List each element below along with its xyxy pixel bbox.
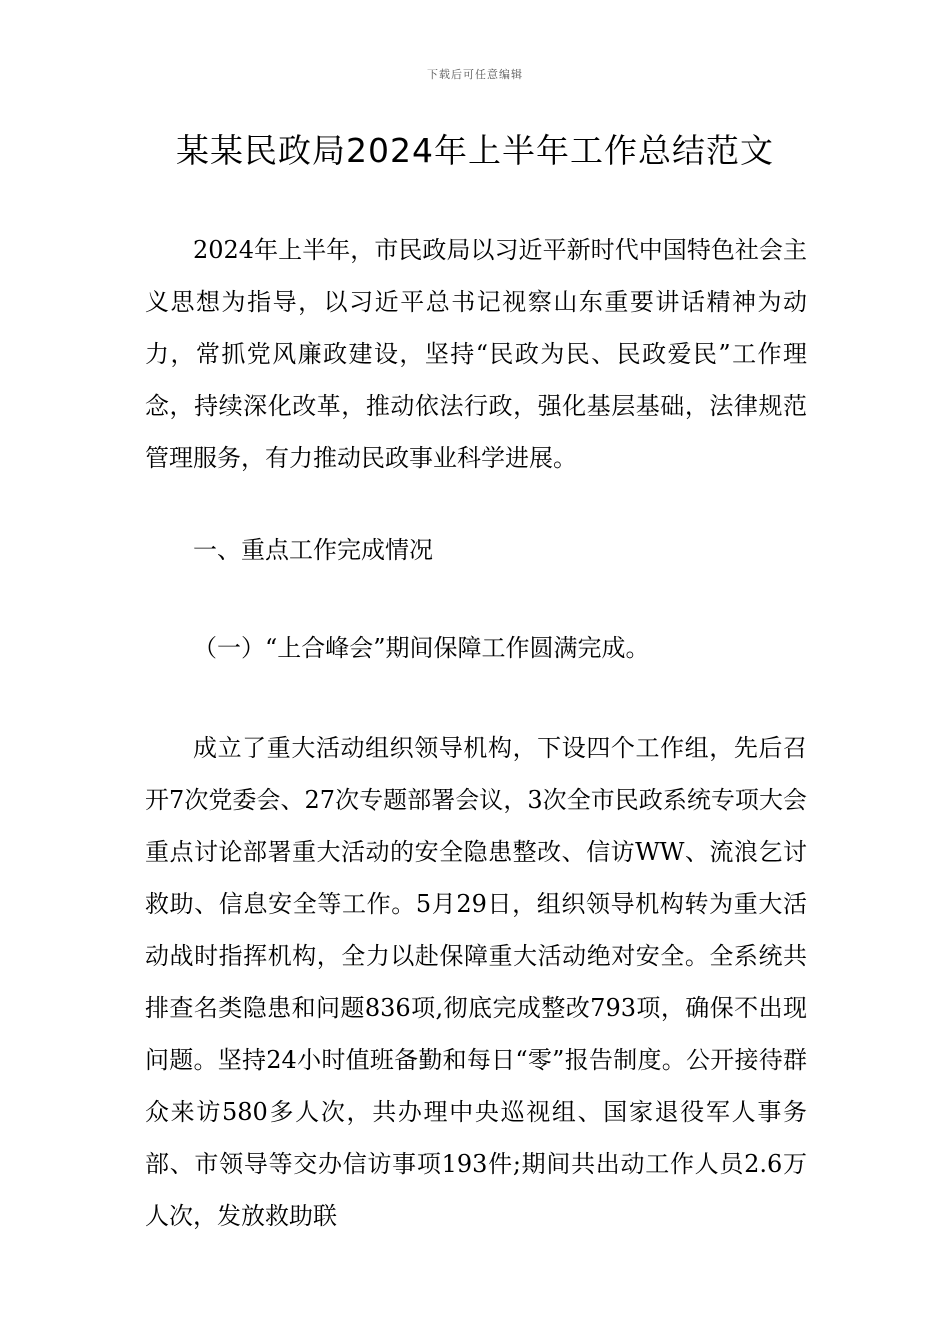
body-paragraph: 成立了重大活动组织领导机构，下设四个工作组，先后召开7次党委会、27次专题部署会议，3次全市民政系统专项大会重点讨论部署重大活动的安全隐患整改、信访WW、流浪乞讨救助、信息安全等工作。5月29日，组织领导机构转为重大活动战时指挥机构，全力以赴保障重大活动绝对安全。全系统共排查名类隐患和问题836项,彻底完成整改793项，确保不出现问题。坚持24小时值班备勤和每日“零”报告制度。公开接待群众来访580多人次，共办理中央巡视组、国家退役军人事务部、市领导等交办信访事项193件;期间共出动工作人员2.6万人次，发放救助联 [145, 734, 807, 1230]
subsection-heading: （一）“上合峰会”期间保障工作圆满完成。 [193, 634, 650, 662]
document-title: 某某民政局2024年上半年工作总结范文 [176, 131, 774, 170]
intro-paragraph: 2024年上半年，市民政局以习近平新时代中国特色社会主义思想为指导，以习近平总书记视察山东重要讲话精神为动力，常抓党风廉政建设，坚持“民政为民、民政爱民”工作理念，持续深化改革，推动依法行政，强化基层基础，法律规范管理服务，有力推动民政事业科学进展。 [145, 236, 807, 472]
section-heading: 一、重点工作完成情况 [193, 536, 433, 564]
header-note: 下载后可任意编辑 [427, 68, 523, 81]
